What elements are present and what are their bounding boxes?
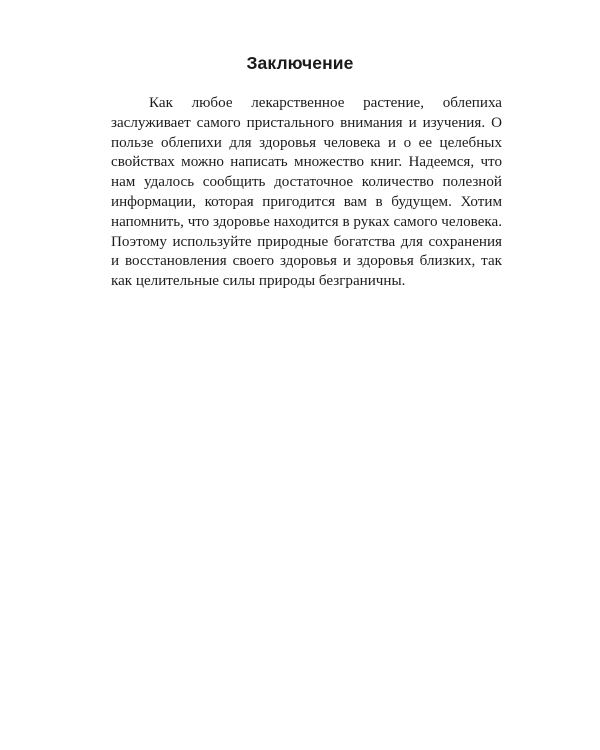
body-paragraph: Как любое лекарственное растение, облепиха заслуживает самого пристального внимания и изучения. О пользе облепихи для здоровья человека и о ее целебных свойствах можно написать множество книг. Надеемся, что нам удалось сообщить достаточное количество полезной информации, которая пригодится вам в будущем. Хотим напомнить, что здоровье находится в руках самого человека. Поэтому используйте природные богатства для сохранения и восстановления своего здоровья и здоровья близких, так как целительные силы природы безграничны. (111, 95, 502, 290)
page-title: Заключение (246, 53, 354, 73)
